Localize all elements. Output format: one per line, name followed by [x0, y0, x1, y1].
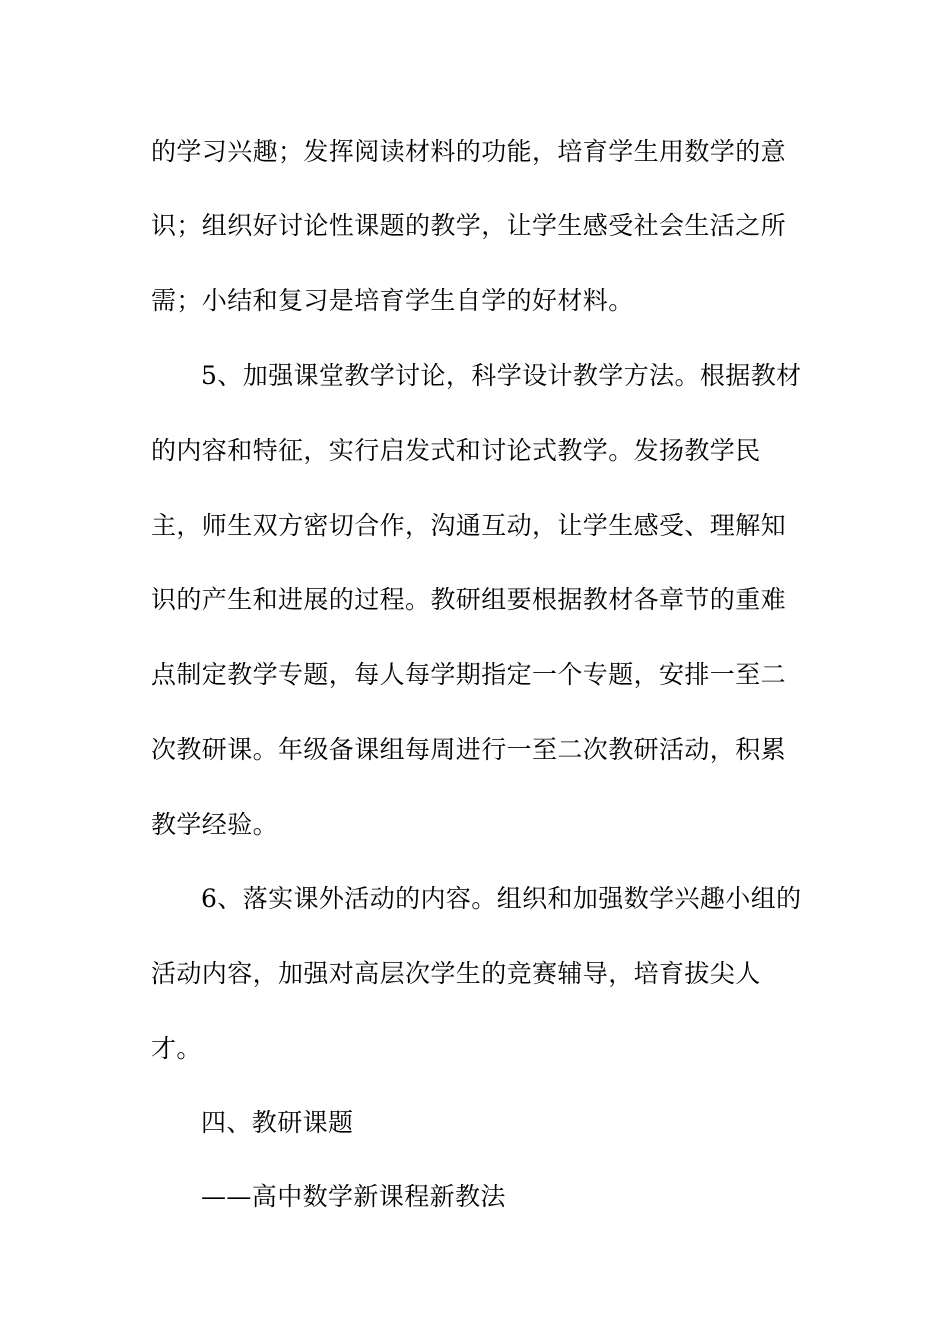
text-line: 的内容和特征，实行启发式和讨论式教学。发扬教学民	[151, 436, 761, 465]
text-line: 主，师生双方密切合作，沟通互动，让学生感受、理解知	[151, 511, 787, 540]
text-line: 需；小结和复习是培育学生自学的好材料。	[151, 286, 634, 315]
paragraph-6-start: 6、落实课外活动的内容。组织和加强数学兴趣小组的	[201, 884, 802, 913]
section-heading: 四、教研课题	[201, 1108, 354, 1137]
text-line: 点制定教学专题，每人每学期指定一个专题，安排一至二	[151, 660, 787, 689]
text-line: 活动内容，加强对高层次学生的竞赛辅导，培育拔尖人	[151, 959, 761, 988]
text-line: 教学经验。	[151, 810, 279, 839]
text-line: 次教研课。年级备课组每周进行一至二次教研活动，积累	[151, 735, 787, 764]
section-subtitle: ——高中数学新课程新教法	[201, 1182, 506, 1211]
text-line: 才。	[151, 1034, 202, 1063]
text-line: 识的产生和进展的过程。教研组要根据教材各章节的重难	[151, 585, 787, 614]
text-line: 识；组织好讨论性课题的教学，让学生感受社会生活之所	[151, 211, 787, 240]
text-line: 的学习兴趣；发挥阅读材料的功能，培育学生用数学的意	[151, 137, 787, 166]
paragraph-5-start: 5、加强课堂教学讨论，科学设计教学方法。根据教材	[201, 361, 802, 390]
